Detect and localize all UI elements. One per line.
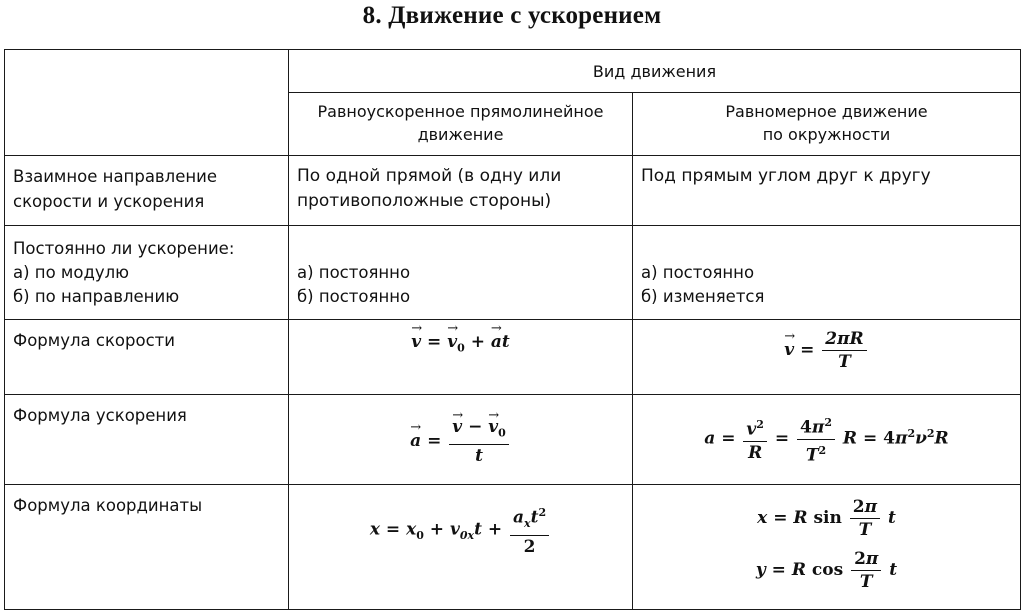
row-constant-label-line2: а) по модулю — [13, 263, 130, 282]
row-velocity-col1-cell — [289, 320, 633, 395]
header-col2-line2: по окружности — [762, 125, 891, 144]
page-title: 8. Движение с ускорением — [362, 2, 662, 29]
row-constant-label-cell — [5, 226, 289, 320]
coordinate-formula-circular-x: x = R sin $\frac{2\pi}{T}$ t — [757, 497, 896, 540]
table-row — [5, 485, 1021, 610]
row-coordinate-label-cell — [5, 485, 289, 610]
row-acceleration-label: Формула ускорения — [13, 406, 187, 425]
row-direction-label-line1: Взаимное направление — [13, 167, 218, 186]
row-direction-col2-cell — [633, 156, 1021, 226]
header-col1-cell — [289, 93, 633, 156]
row-constant-col2-line1: а) постоянно — [641, 263, 755, 282]
motion-table — [4, 49, 1021, 610]
table-row — [5, 320, 1021, 395]
header-empty-cell — [5, 50, 289, 156]
coordinate-formula-linear: $x = x_0 + v_{0x}t$ + $\frac{a_xt^2}{2}$ — [289, 503, 632, 557]
acceleration-formula-circular: a = $\frac{v^2}{R}$ = $\frac{4\pi^2}{T^2}$ $R = 4\pi^2\nu^2R$ — [633, 413, 1020, 465]
header-col1-line2: движение — [417, 125, 504, 144]
row-coordinate-col1-cell — [289, 485, 633, 610]
velocity-formula-linear: → v = → $v_0$ + → at — [289, 332, 632, 354]
row-acceleration-col1-cell — [289, 395, 633, 485]
row-velocity-col2-cell — [633, 320, 1021, 395]
row-constant-col1-cell — [289, 226, 633, 320]
table-row — [5, 226, 1021, 320]
row-velocity-label-cell — [5, 320, 289, 395]
row-constant-col1-line2: б) постоянно — [297, 287, 411, 306]
table-row — [5, 156, 1021, 226]
row-direction-col1-line1: По одной прямой (в одну или — [297, 166, 562, 186]
row-acceleration-label-cell — [5, 395, 289, 485]
row-coordinate-col2-cell — [633, 485, 1021, 610]
header-group-cell — [289, 50, 1021, 93]
row-constant-col2-cell — [633, 226, 1021, 320]
velocity-formula-circular: → v = $\frac{2\pi R}{T}$ — [633, 329, 1020, 372]
row-direction-label-line2: скорости и ускорения — [13, 192, 205, 211]
acceleration-formula-linear: → a = → $\frac{v - \to v_0}{t}$ — [289, 417, 632, 466]
header-col2-line1: Равномерное движение — [725, 102, 928, 121]
row-acceleration-col2-cell — [633, 395, 1021, 485]
table-row — [5, 395, 1021, 485]
row-velocity-label: Формула скорости — [13, 331, 175, 350]
row-constant-label-line1: Постоянно ли ускорение: — [13, 239, 235, 258]
row-constant-col1-line1: а) постоянно — [297, 263, 411, 282]
row-coordinate-label: Формула координаты — [13, 496, 203, 515]
row-constant-label-line3: б) по направлению — [13, 287, 180, 306]
row-direction-label-cell — [5, 156, 289, 226]
row-direction-col1-cell — [289, 156, 633, 226]
header-col2-cell — [633, 93, 1021, 156]
row-constant-col2-line2: б) изменяется — [641, 287, 765, 306]
row-direction-col2-line1: Под прямым углом друг к другу — [641, 166, 931, 186]
row-direction-col1-line2: противоположные стороны) — [297, 191, 552, 211]
coordinate-formula-circular-y: y = R cos $\frac{2\pi}{T}$ t — [755, 549, 898, 592]
header-group-label: Вид движения — [592, 62, 717, 81]
header-col1-line1: Равноускоренное прямолинейное — [317, 102, 604, 121]
